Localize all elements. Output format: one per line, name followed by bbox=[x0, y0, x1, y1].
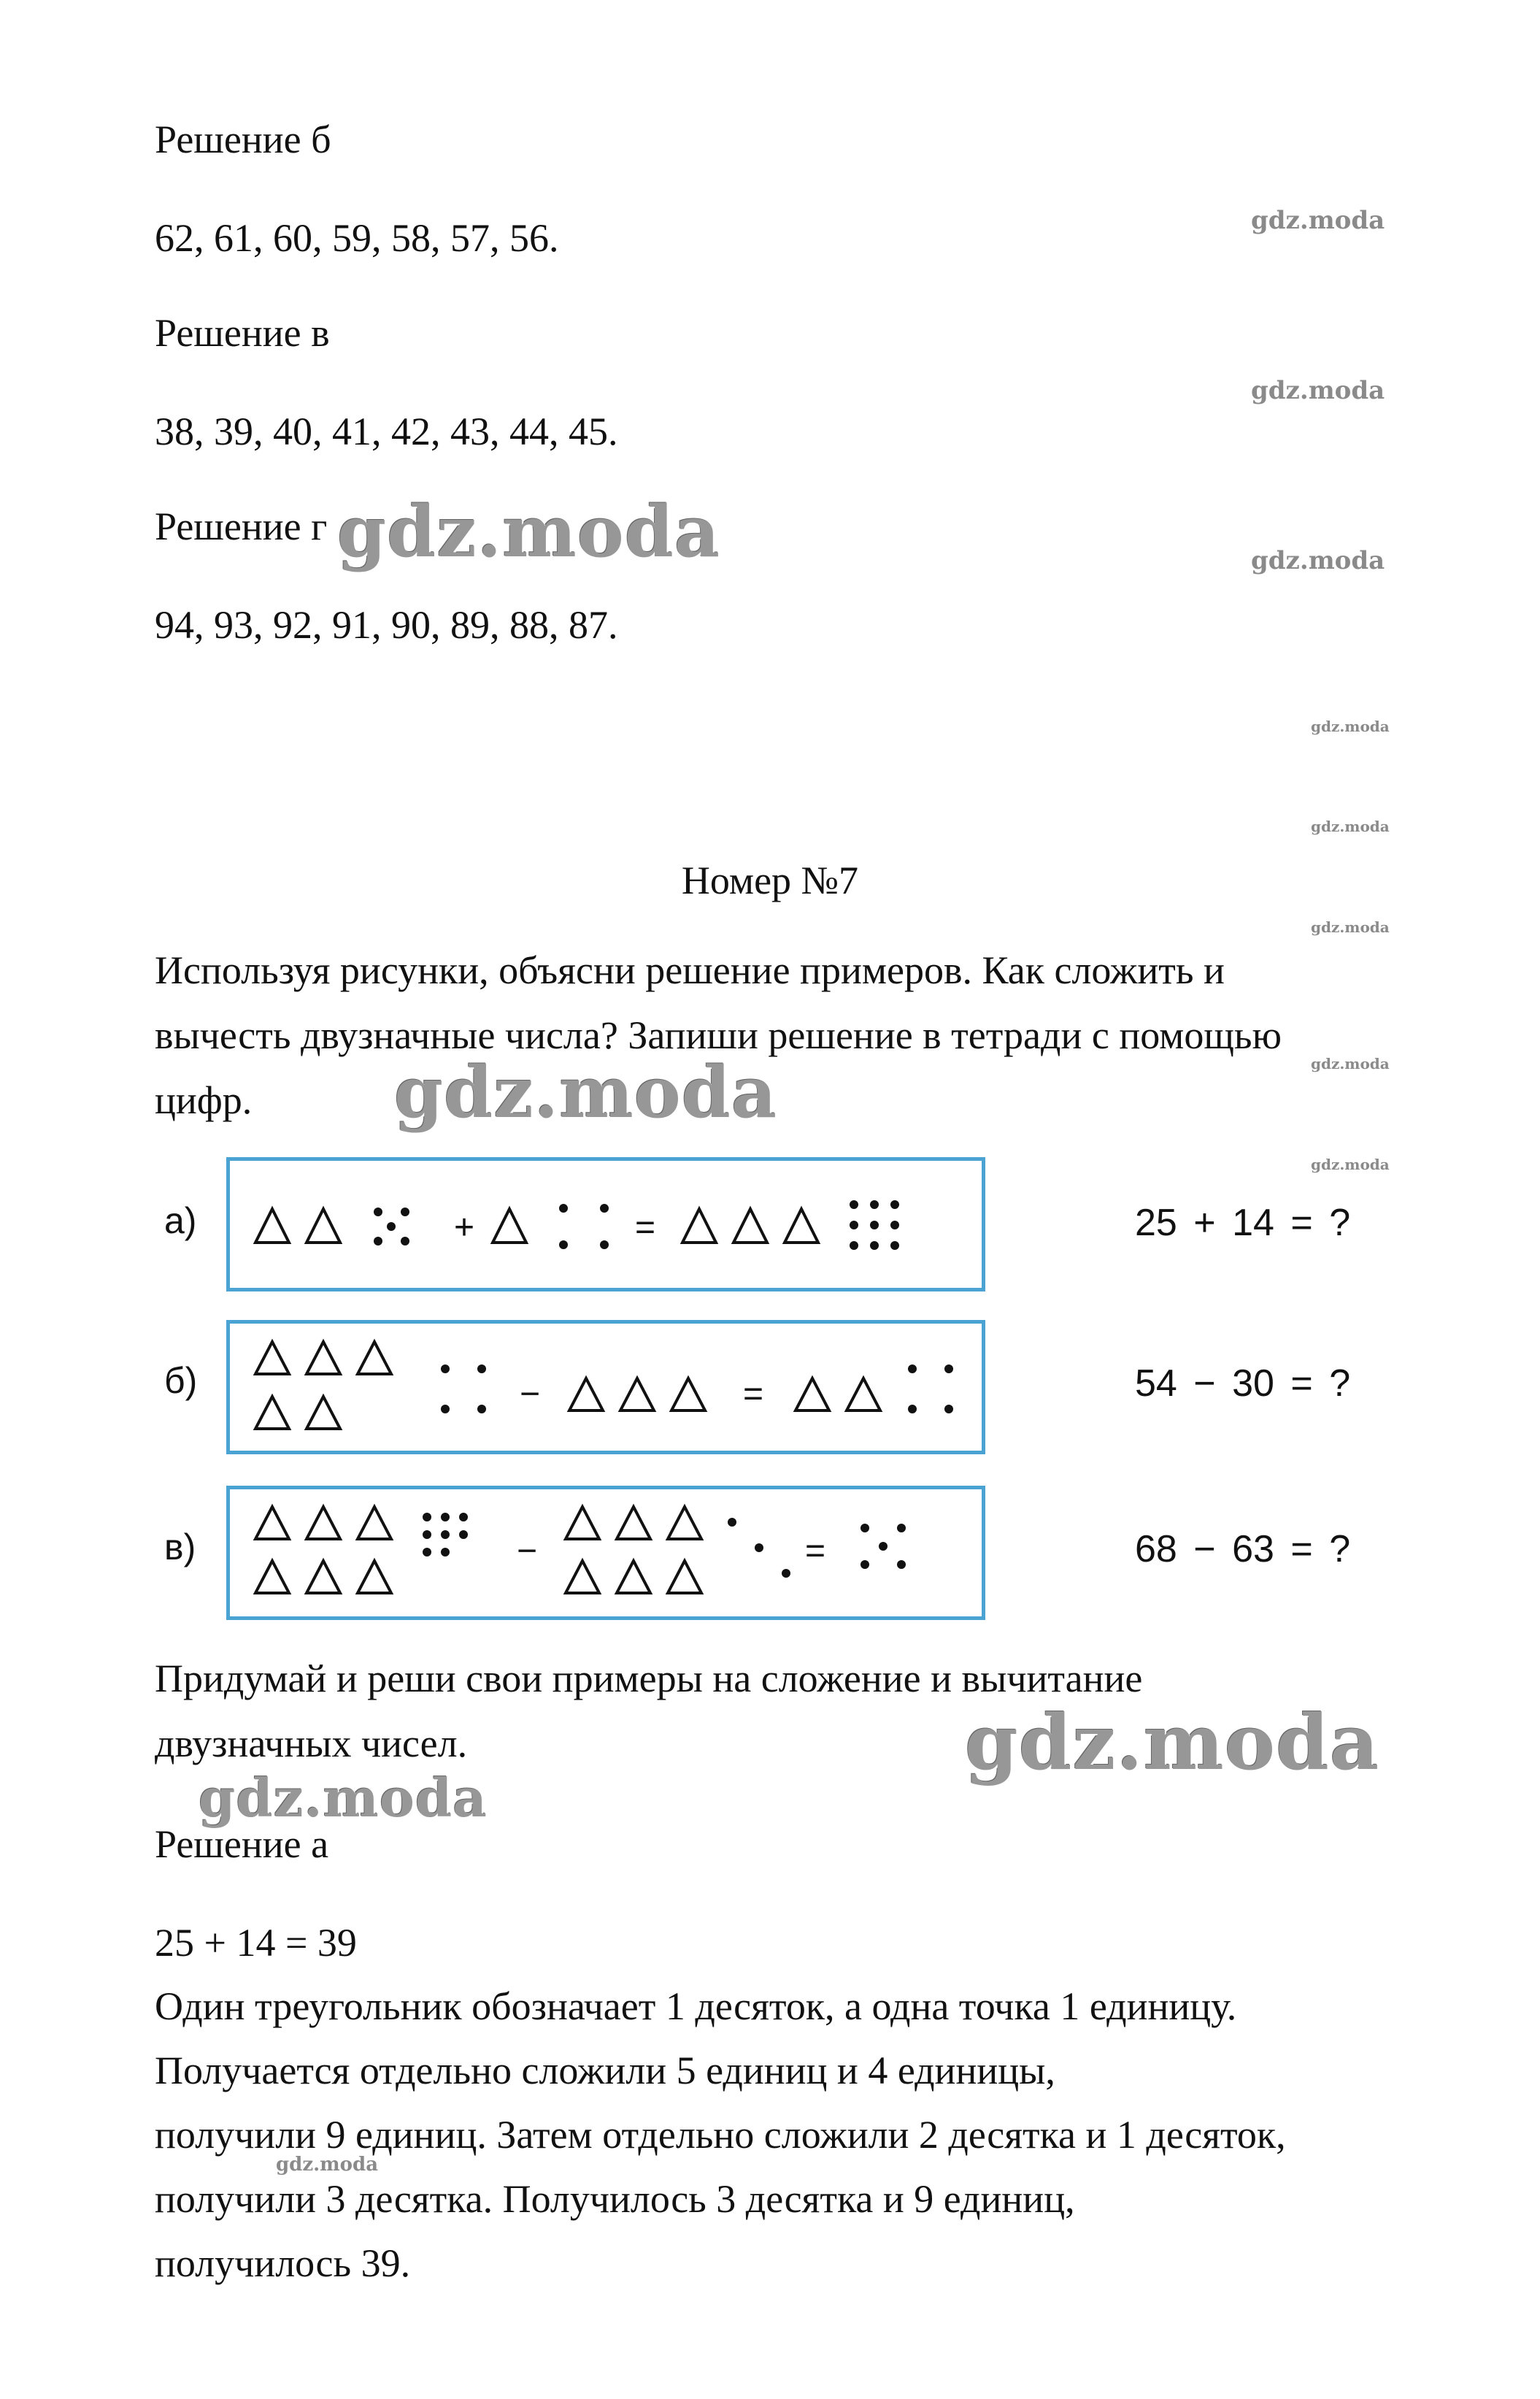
watermark-small: gdz.moda bbox=[1251, 206, 1385, 235]
dot-icon bbox=[401, 1208, 409, 1216]
solution-v-label: Решение в bbox=[155, 311, 330, 355]
triangle-icon bbox=[307, 1507, 340, 1539]
triangle-icon bbox=[620, 1378, 654, 1410]
watermark-large: gdz.moda bbox=[337, 491, 721, 573]
dot-icon bbox=[850, 1241, 858, 1250]
triangle-icon bbox=[682, 1209, 716, 1243]
triangle-icon bbox=[255, 1342, 289, 1374]
triangle-icon bbox=[255, 1561, 289, 1593]
triangle-icon bbox=[358, 1507, 391, 1539]
dot-icon bbox=[459, 1530, 468, 1539]
watermark-small: gdz.moda bbox=[1311, 718, 1390, 735]
watermark-small: gdz.moda bbox=[1311, 918, 1390, 936]
solution-g-answer: 94, 93, 92, 91, 90, 89, 88, 87. bbox=[155, 603, 618, 647]
solution-a-line-1: Один треугольник обозначает 1 десяток, а одна точка 1 единицу. bbox=[155, 1984, 1237, 2028]
expression-a: 25 + 14 = ? bbox=[1135, 1202, 1351, 1244]
task-text-line-3: цифр. bbox=[155, 1078, 253, 1122]
triangle-icon bbox=[566, 1561, 599, 1593]
dot-icon bbox=[897, 1524, 906, 1532]
triangle-icon bbox=[668, 1561, 701, 1593]
dot-icon bbox=[908, 1405, 917, 1413]
dot-icon bbox=[441, 1364, 450, 1373]
followup-line-1: Придумай и реши свои примеры на сложение и вычитание bbox=[155, 1657, 1143, 1700]
dot-icon bbox=[944, 1405, 953, 1413]
watermark-large: gdz.moda bbox=[965, 1697, 1380, 1787]
triangle-icon bbox=[358, 1342, 391, 1374]
triangle-icon bbox=[255, 1209, 289, 1243]
solution-v-answer: 38, 39, 40, 41, 42, 43, 44, 45. bbox=[155, 410, 618, 453]
task-text-line-1: Используя рисунки, объясни решение примеров. Как сложить и bbox=[155, 948, 1225, 992]
dot-icon bbox=[459, 1513, 468, 1521]
triangle-icon bbox=[307, 1209, 340, 1243]
solution-a-line-5: получилось 39. bbox=[155, 2241, 411, 2285]
solution-a-line-2: Получается отдельно сложили 5 единиц и 4 единицы, bbox=[155, 2049, 1055, 2092]
triangle-icon bbox=[569, 1378, 603, 1410]
triangle-icon bbox=[785, 1209, 818, 1243]
triangle-icon bbox=[307, 1342, 340, 1374]
watermark-small: gdz.moda bbox=[276, 2154, 379, 2176]
triangle-icon bbox=[796, 1378, 829, 1410]
equals-sign: = bbox=[805, 1532, 826, 1570]
dot-icon bbox=[559, 1240, 568, 1249]
triangle-icon bbox=[617, 1561, 650, 1593]
dot-icon bbox=[423, 1513, 431, 1521]
dot-icon bbox=[890, 1221, 899, 1229]
dot-icon bbox=[728, 1518, 736, 1527]
triangle-icon bbox=[847, 1378, 880, 1410]
dot-icon bbox=[870, 1221, 879, 1229]
dot-icon bbox=[477, 1405, 486, 1413]
dot-icon bbox=[600, 1240, 609, 1249]
solution-a-line-4: получили 3 десятка. Получилось 3 десятка и 9 единиц, bbox=[155, 2177, 1075, 2221]
minus-sign: − bbox=[520, 1375, 541, 1413]
dot-icon bbox=[423, 1530, 431, 1539]
dot-icon bbox=[441, 1530, 450, 1539]
triangle-icon bbox=[307, 1561, 340, 1593]
dot-icon bbox=[944, 1364, 953, 1373]
triangle-icon bbox=[255, 1397, 289, 1429]
solution-b-label: Решение б bbox=[155, 118, 331, 161]
triangle-icon bbox=[734, 1209, 767, 1243]
triangle-icon bbox=[566, 1507, 599, 1539]
dot-icon bbox=[441, 1513, 450, 1521]
triangle-icon bbox=[671, 1378, 705, 1410]
triangle-icon bbox=[255, 1507, 289, 1539]
watermark-small: gdz.moda bbox=[1251, 546, 1385, 575]
triangle-icon bbox=[358, 1561, 391, 1593]
dot-icon bbox=[861, 1560, 869, 1569]
dot-icon bbox=[782, 1569, 790, 1578]
triangle-icon bbox=[617, 1507, 650, 1539]
expression-v: 68 − 63 = ? bbox=[1135, 1528, 1351, 1570]
dot-icon bbox=[890, 1241, 899, 1250]
watermark-large: gdz.moda bbox=[394, 1051, 778, 1134]
solution-a-line-3: получили 9 единиц. Затем отдельно сложили 2 десятка и 1 десяток, bbox=[155, 2113, 1286, 2157]
triangle-icon bbox=[668, 1507, 701, 1539]
watermark-small: gdz.moda bbox=[1311, 818, 1390, 835]
row-a-letter: а) bbox=[164, 1200, 197, 1241]
dot-icon bbox=[870, 1200, 879, 1209]
minus-sign: − bbox=[517, 1532, 538, 1570]
solution-g-label: Решение г bbox=[155, 504, 328, 548]
solution-a-equation: 25 + 14 = 39 bbox=[155, 1921, 357, 1965]
dot-icon bbox=[879, 1542, 888, 1551]
dot-icon bbox=[423, 1548, 431, 1557]
expression-b: 54 − 30 = ? bbox=[1135, 1362, 1351, 1405]
dot-icon bbox=[870, 1241, 879, 1250]
dot-icon bbox=[755, 1543, 763, 1552]
row-b-letter: б) bbox=[164, 1360, 198, 1401]
dot-icon bbox=[441, 1405, 450, 1413]
dot-icon bbox=[441, 1548, 450, 1557]
dot-icon bbox=[850, 1221, 858, 1229]
watermark-small: gdz.moda bbox=[1311, 1156, 1390, 1173]
row-v-letter: в) bbox=[164, 1527, 196, 1567]
followup-line-2: двузначных чисел. bbox=[155, 1721, 468, 1765]
dot-icon bbox=[374, 1237, 382, 1245]
watermark-small: gdz.moda bbox=[1311, 1055, 1390, 1072]
dot-icon bbox=[861, 1524, 869, 1532]
solution-a-label: Решение а bbox=[155, 1822, 329, 1866]
dot-icon bbox=[897, 1560, 906, 1569]
dot-icon bbox=[401, 1237, 409, 1245]
plus-sign: + bbox=[454, 1208, 475, 1247]
dot-icon bbox=[890, 1200, 899, 1209]
triangle-icon bbox=[307, 1397, 340, 1429]
equals-sign: = bbox=[743, 1375, 764, 1413]
dot-icon bbox=[600, 1204, 609, 1213]
equals-sign: = bbox=[635, 1208, 656, 1247]
dot-icon bbox=[850, 1200, 858, 1209]
task-title: Номер №7 bbox=[681, 859, 859, 902]
watermark-small: gdz.moda bbox=[1251, 376, 1385, 405]
dot-icon bbox=[477, 1364, 486, 1373]
watermark-large: gdz.moda bbox=[199, 1767, 488, 1829]
dot-icon bbox=[374, 1208, 382, 1216]
dot-icon bbox=[908, 1364, 917, 1373]
task-text-line-2: вычесть двузначные числа? Запиши решение в тетради с помощью bbox=[155, 1013, 1282, 1057]
dot-icon bbox=[559, 1204, 568, 1213]
triangle-icon bbox=[493, 1209, 526, 1243]
dot-icon bbox=[387, 1222, 396, 1231]
solution-b-answer: 62, 61, 60, 59, 58, 57, 56. bbox=[155, 216, 559, 260]
